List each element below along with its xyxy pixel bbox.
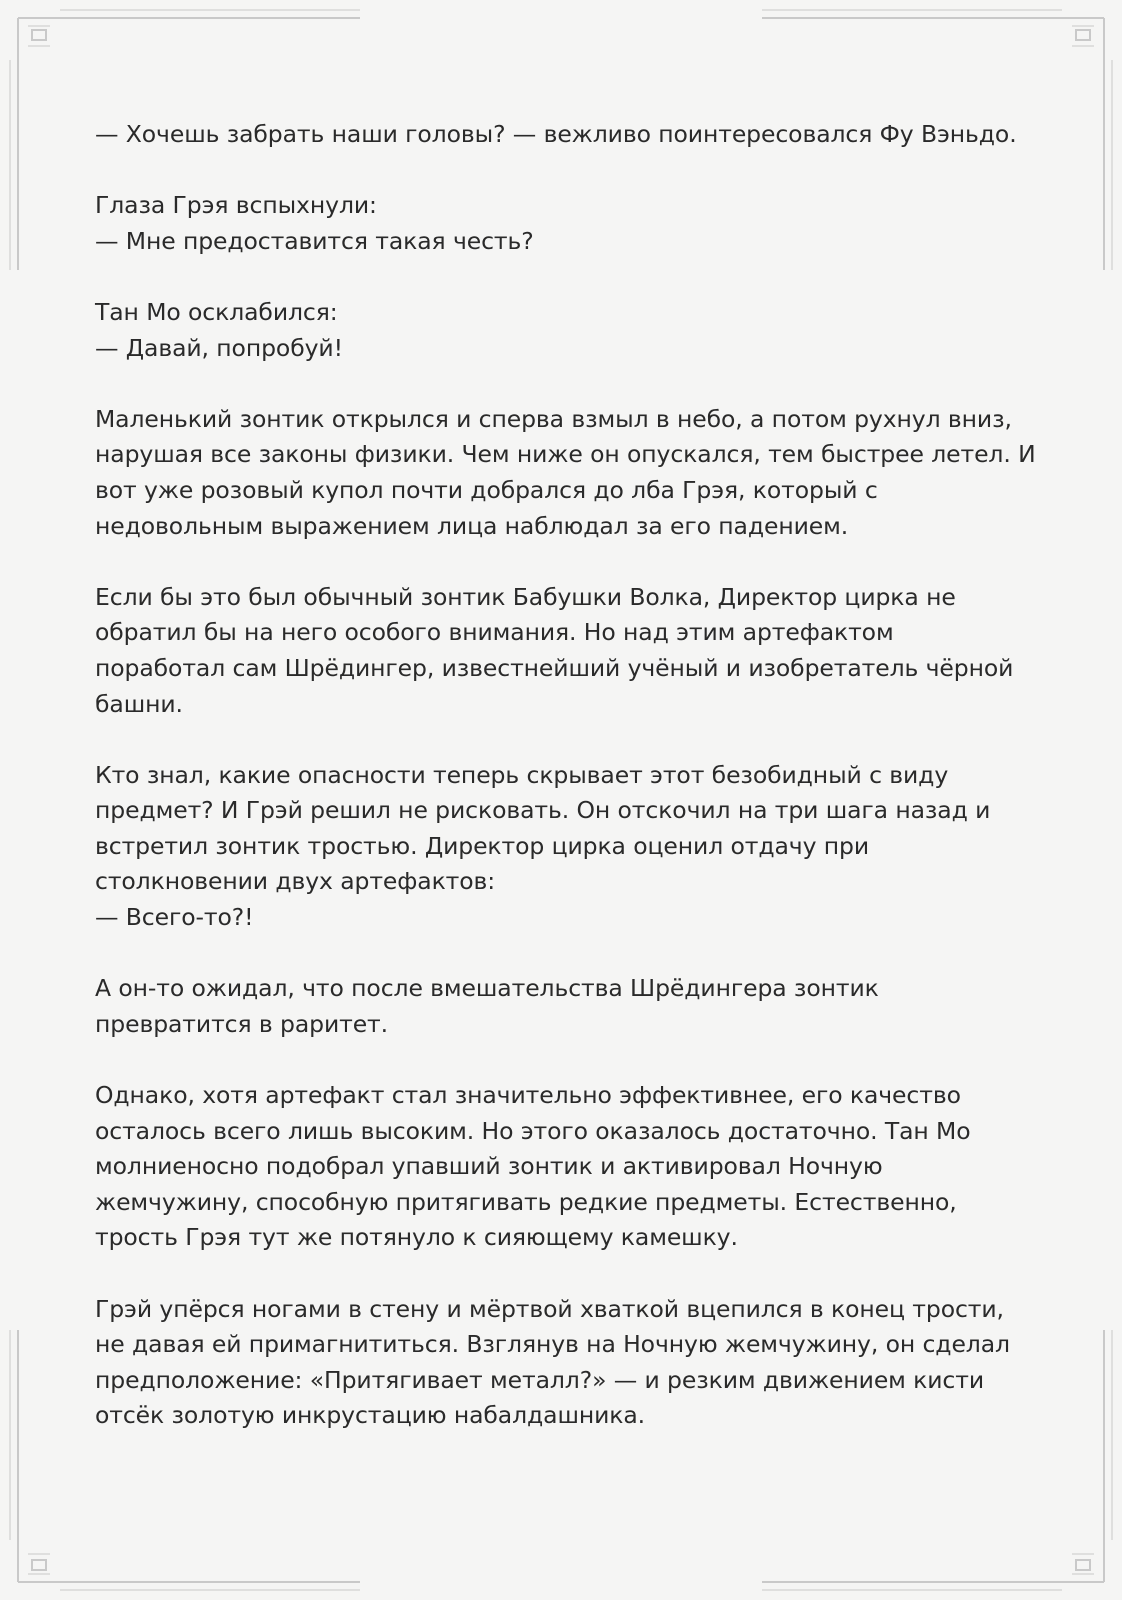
text-line: Однако, хотя артефакт стал значительно эффективнее, его качество xyxy=(95,1081,961,1110)
text-line: Маленький зонтик открылся и сперва взмыл в небо, а потом рухнул вниз, xyxy=(95,404,1012,433)
text-line: Тан Мо осклабился: xyxy=(95,297,338,326)
text-line: А он-то ожидал, что после вмешательства Шрёдингера зонтик xyxy=(95,974,879,1003)
text-line: столкновении двух артефактов: xyxy=(95,867,496,896)
paragraph xyxy=(95,295,1035,366)
text-line: обратил бы на него особого внимания. Но над этим артефактом xyxy=(95,618,894,647)
text-line: — Мне предоставится такая честь? xyxy=(95,226,534,255)
paragraph xyxy=(95,758,1035,936)
text-line: Глаза Грэя вспыхнули: xyxy=(95,191,377,220)
paragraph xyxy=(95,971,1035,1042)
text-line: недовольным выражением лица наблюдал за его падением. xyxy=(95,511,849,540)
text-line: предположение: «Притягивает металл?» — и резким движением кисти xyxy=(95,1365,985,1394)
text-line: отсёк золотую инкрустацию набалдашника. xyxy=(95,1401,646,1430)
text-line: нарушая все законы физики. Чем ниже он опускался, тем быстрее летел. И xyxy=(95,440,1036,469)
text-line: Кто знал, какие опасности теперь скрывает этот безобидный с виду xyxy=(95,760,949,789)
text-line: Если бы это был обычный зонтик Бабушки Волка, Директор цирка не xyxy=(95,582,956,611)
text-line: встретил зонтик тростью. Директор цирка оценил отдачу при xyxy=(95,831,870,860)
text-line: осталось всего лишь высоким. Но этого оказалось достаточно. Тан Мо xyxy=(95,1116,971,1145)
text-line: Грэй упёрся ногами в стену и мёртвой хваткой вцепился в конец трости, xyxy=(95,1294,1004,1323)
text-line: трость Грэя тут же потянуло к сияющему камешку. xyxy=(95,1223,738,1252)
text-line: поработал сам Шрёдингер, известнейший учёный и изобретатель чёрной xyxy=(95,653,1014,682)
text-line: не давая ей примагнититься. Взглянув на Ночную жемчужину, он сделал xyxy=(95,1330,1010,1359)
story-text xyxy=(95,117,1035,1470)
text-line: предмет? И Грэй решил не рисковать. Он отскочил на три шага назад и xyxy=(95,796,991,825)
text-line: башни. xyxy=(95,689,183,718)
paragraph xyxy=(95,580,1035,722)
text-line: — Всего-то?! xyxy=(95,903,254,932)
text-line: жемчужину, способную притягивать редкие предметы. Естественно, xyxy=(95,1187,957,1216)
paragraph xyxy=(95,1078,1035,1256)
paragraph xyxy=(95,1292,1035,1434)
text-line: — Давай, попробуй! xyxy=(95,333,343,362)
paragraph xyxy=(95,402,1035,544)
text-line: превратится в раритет. xyxy=(95,1009,389,1038)
paragraph xyxy=(95,117,1035,153)
text-line: — Хочешь забрать наши головы? — вежливо поинтересовался Фу Вэньдо. xyxy=(95,120,1017,148)
paragraph xyxy=(95,188,1035,259)
text-line: вот уже розовый купол почти добрался до лба Грэя, который с xyxy=(95,475,878,504)
text-line: молниеносно подобрал упавший зонтик и активировал Ночную xyxy=(95,1152,883,1181)
